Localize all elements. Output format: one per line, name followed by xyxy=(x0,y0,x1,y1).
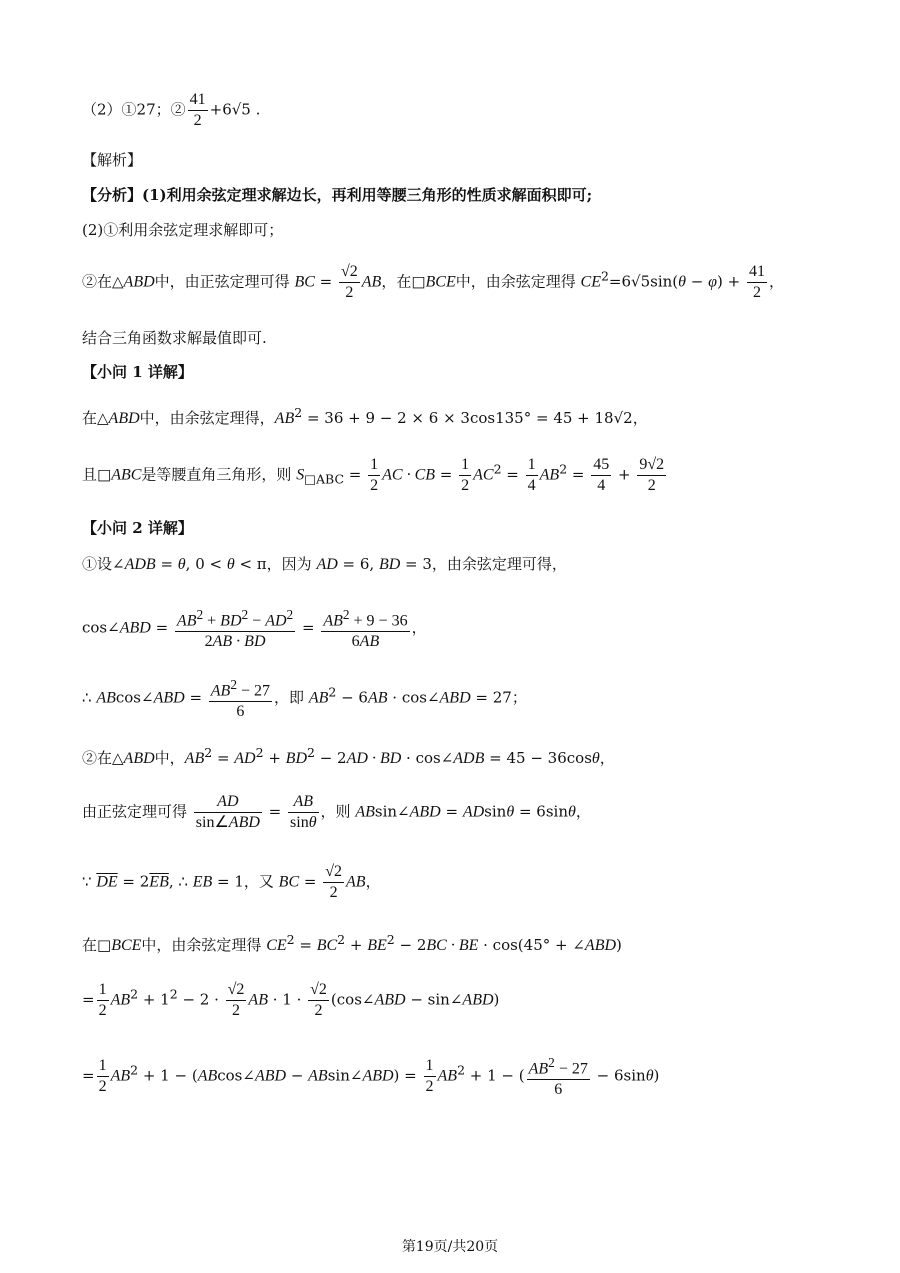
solution-line: ②在△ABD中，$AB^2 = AD^2 + BD^2 - 2AD$ · BD · cos∠ADB = 45 − 36cosθ， xyxy=(82,745,615,767)
solution-line: ①设∠ADB = θ, 0 < θ < π，因为 AD = 6, BD = 3，由余弦定理可得， xyxy=(82,555,567,573)
solution-line: 在△ABD中，由余弦定理得，$AB^2 = 36 + 9 - 2 \times 6 \times 3\cos 135^\circ = 45 + 18√2$， xyxy=(82,405,648,427)
section-heading: 【解析】 xyxy=(82,151,143,169)
solution-line: = $\frac{1}{2}$ $AB^2 + 1$ − (ABcos∠ABD − ABsin∠ABD) = $\frac{1}{2}$ $AB^2 + 1$ − ( $\frac{AB^2 - 27}{6}$ − 6sinθ) xyxy=(82,1055,660,1099)
section-heading: 【小问 2 详解】 xyxy=(82,519,193,537)
solution-line: cos∠ABD = $\frac{AB^2 + BD^2 - AD^2}{2AB \cdot BD}$ = $\frac{AB^2 + 9 - 36}{6AB}$ ， xyxy=(82,607,427,651)
analysis-text: 结合三角函数求解最值即可. xyxy=(82,329,267,347)
solution-line: 且□ABC是等腰直角三角形，则 $S_{□ABC}$ = $\frac{1}{2}$ AC · CB = $\frac{1}{2}$ $AC^2$ = $\frac{1}{4}$ $AB^2$ = $\frac{45}{4}$ + $\frac{9√2}{2}$ xyxy=(82,456,665,494)
analysis-text: ②在△ABD中，由正弦定理可得 BC = $\frac{√2}{2}$ AB，在□BCE中，由余弦定理得 $CE^2=6√5\sin(\theta - \varphi)$ + $\frac{41}{2}$ ， xyxy=(82,263,784,301)
fraction: $\frac{41}{2}$ xyxy=(189,91,206,129)
solution-line: = $\frac{1}{2}$ $AB^2 + 1^2 - 2$ · $\frac{√2}{2}$ AB · 1 · $\frac{√2}{2}$ (cos∠ABD − sin∠ABD) xyxy=(82,981,500,1019)
analysis-text: (2)①利用余弦定理求解即可； xyxy=(82,221,284,239)
solution-line: ∴ ABcos∠ABD = $\frac{AB^2 - 27}{6}$ ，即 $AB^2 - 6AB$ · cos∠ABD = 27； xyxy=(82,677,527,721)
page-footer: 第19页/共20页 xyxy=(401,1239,499,1255)
answer-line: （2）①27；② $\frac{41}{2}$ +6√5 . xyxy=(82,91,261,129)
solution-line: 在□BCE中，由余弦定理得 $CE^2 = BC^2 + BE^2 - 2BC$ · BE · cos(45° + ∠ABD) xyxy=(82,932,622,954)
solution-line: 由正弦定理可得 $\frac{AD}{\text{sin∠ABD}}$ = $\frac{AB}{\sin\theta}$ ，则 ABsin∠ABD = ADsinθ = 6sinθ， xyxy=(82,793,591,831)
analysis-text: 【分析】(1)利用余弦定理求解边长，再利用等腰三角形的性质求解面积即可; xyxy=(82,186,593,204)
section-heading: 【小问 1 详解】 xyxy=(82,363,193,381)
solution-line: ∵ $\overline{DE} = 2\overline{EB}$, ∴ EB = 1，又 BC = $\frac{√2}{2}$ AB， xyxy=(82,863,381,901)
